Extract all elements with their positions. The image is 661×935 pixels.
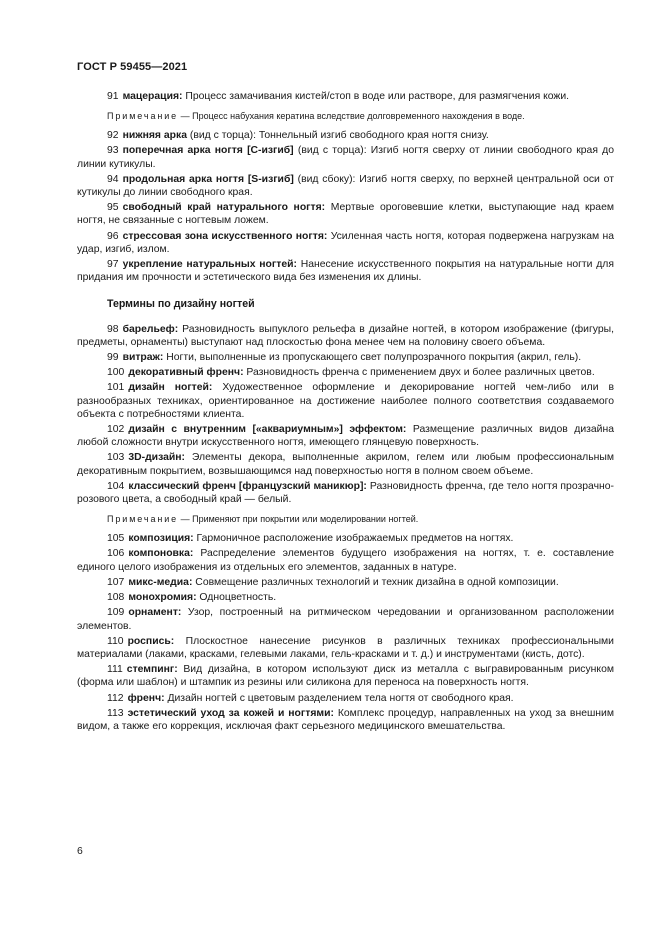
term-name: стемпинг:	[126, 664, 178, 676]
term-entry	[77, 129, 614, 142]
term-entry	[77, 173, 614, 199]
term-entry	[77, 201, 614, 227]
term-entry	[77, 692, 614, 705]
term-number: 113	[107, 707, 124, 719]
term-entry	[77, 366, 614, 379]
term-number: 94	[107, 173, 119, 185]
term-number: 111	[107, 664, 123, 676]
entries-group-d	[77, 532, 614, 733]
note-1	[77, 110, 614, 122]
term-definition: Нанесение искусственного покрытия на натуральные ногти для придания им прочности и эстетического вида без изменения их длины.	[77, 259, 614, 284]
term-name: эстетический уход за кожей и ногтями:	[127, 707, 334, 719]
term-name: мацерация:	[122, 91, 183, 102]
term-number: 106	[107, 548, 125, 560]
term-definition: Разновидность френча с применением двух и более различных цветов.	[243, 367, 595, 379]
term-name: композиция:	[128, 533, 194, 545]
term-number: 102	[107, 424, 125, 436]
term-name: декоративный френч:	[128, 367, 244, 379]
term-entry	[77, 576, 614, 589]
page-number: 6	[77, 846, 83, 857]
note-text: — Применяют при покрытии или моделировании ногтей.	[178, 514, 419, 525]
note-label: Примечание	[107, 514, 179, 525]
term-entry	[77, 423, 614, 449]
term-entry	[77, 451, 614, 477]
term-name: нижняя арка	[122, 130, 187, 142]
term-number: 93	[107, 145, 119, 157]
term-definition: Комплекс процедур, направленных на уход за внешним видом, а также его коррекция, исключая факт серьезного медицинского вмешательства.	[77, 707, 614, 732]
term-number: 95	[107, 202, 119, 214]
term-entry	[77, 663, 614, 689]
term-definition: Вид дизайна, в котором используют диск из металла с выгравированным рисунком (форма или шаблон) и штампик из резины или силикона для переноса на поверхность ногтя.	[77, 664, 614, 689]
term-number: 101	[107, 382, 125, 394]
term-definition: Распределение элементов будущего изображения на ногтях, т. е. составление единого целого изображения из отдельных его элементов, заданных в натуре.	[77, 548, 614, 573]
term-entry	[77, 606, 614, 632]
term-entry	[77, 480, 614, 506]
term-name: классический френч [французский маникюр]:	[128, 480, 367, 492]
term-definition: (вид сбоку): Изгиб ногтя сверху, по верхней центральной оси от кутикулы до линии свободного края.	[77, 173, 614, 199]
term-number: 109	[107, 607, 125, 619]
term-name: орнамент:	[128, 607, 182, 619]
term-definition: Процесс замачивания кистей/стоп в воде или растворе, для размягчения кожи.	[182, 91, 570, 102]
term-definition: Плоскостное нанесение рисунков в различных техниках профессиональными материалами (лаками, красками, гелевыми лаками, гель-красками и т. д.) и инструментами (кисть, дотс).	[77, 635, 614, 660]
term-definition: Разновидность выпуклого рельефа в дизайне ногтей, в котором изображение (фигуры, предметы, орнаменты) выступают над плоскостью фона менее чем на половину своего объема.	[77, 323, 614, 348]
term-name: свободный край натурального ногтя:	[122, 202, 326, 214]
term-number: 99	[107, 352, 119, 364]
term-name: 3D-дизайн:	[128, 452, 185, 464]
term-number: 108	[107, 592, 125, 604]
term-number: 97	[107, 259, 119, 271]
document-header: ГОСТ Р 59455—2021	[77, 61, 188, 73]
term-number: 98	[107, 323, 119, 335]
term-name: продольная арка ногтя [S-изгиб]	[122, 173, 294, 185]
term-entry	[77, 532, 614, 545]
term-name: микс-медиа:	[128, 576, 193, 588]
term-entry	[77, 547, 614, 573]
term-name: укрепление натуральных ногтей:	[122, 259, 297, 271]
entries-group-a	[77, 90, 614, 103]
section-heading: Термины по дизайну ногтей	[107, 298, 255, 311]
term-number: 100	[107, 367, 125, 379]
note-text: — Процесс набухания кератина вследствие долговременного нахождения в воде.	[178, 111, 525, 122]
term-number: 91	[107, 91, 119, 102]
term-definition: Мертвые ороговевшие клетки, выступающие над краем ногтя, не связанные с ногтевым ложем.	[77, 202, 614, 227]
term-name: компоновка:	[128, 548, 194, 560]
term-definition: Ногти, выполненные из пропускающего свет полупрозрачного покрытия (акрил, гель).	[163, 352, 582, 364]
term-definition: (вид с торца): Изгиб ногтя сверху от линии свободного края до линии кутикулы.	[77, 145, 614, 170]
term-number: 96	[107, 230, 119, 242]
note-2	[77, 513, 614, 525]
term-entry	[77, 323, 614, 349]
term-entry	[77, 707, 614, 733]
term-entry	[77, 144, 614, 170]
term-definition: Усиленная часть ногтя, которая подвержена нагрузкам на удар, изгиб, излом.	[77, 230, 614, 255]
term-definition: Совмещение различных технологий и техник дизайна в одной композиции.	[192, 576, 559, 588]
term-name: френч:	[127, 692, 165, 704]
term-entry	[77, 635, 614, 661]
term-definition: Художественное оформление и декорирование ногтей чем-либо или в разнообразных техниках, ориентированное на достижение наиболее полного соответствия создаваемого объекта с потребностями клиента.	[77, 382, 614, 420]
term-entry	[77, 258, 614, 284]
term-entry	[77, 381, 614, 421]
entries-group-c	[77, 323, 614, 507]
term-name: барельеф:	[122, 323, 179, 335]
term-definition: (вид с торца): Тоннельный изгиб свободного края ногтя снизу.	[187, 130, 489, 142]
term-entry	[77, 90, 614, 103]
term-number: 92	[107, 130, 119, 142]
note-label: Примечание	[107, 111, 179, 122]
term-entry	[77, 230, 614, 256]
term-name: витраж:	[122, 352, 164, 364]
term-name: стрессовая зона искусственного ногтя:	[122, 230, 328, 242]
term-number: 107	[107, 576, 125, 588]
term-number: 105	[107, 533, 125, 545]
term-name: поперечная арка ногтя [С-изгиб]	[122, 145, 294, 157]
term-name: роспись:	[127, 635, 175, 647]
term-definition: Размещение различных видов дизайна любой сложности внутри искусственного ногтя, имеющего глянцевую поверхность.	[77, 424, 614, 449]
term-definition: Разновидность френча, где тело ногтя прозрачно-розового цвета, а свободный край — белый.	[77, 480, 614, 506]
term-name: монохромия:	[128, 592, 197, 604]
term-name: дизайн ногтей:	[128, 382, 213, 394]
term-entry	[77, 591, 614, 604]
document-body	[77, 90, 614, 735]
term-name: дизайн с внутренним [«аквариумным»] эффектом:	[128, 424, 407, 436]
term-definition: Одноцветность.	[196, 592, 277, 604]
term-number: 103	[107, 452, 125, 464]
term-entry	[77, 351, 614, 364]
term-definition: Дизайн ногтей с цветовым разделением тела ногтя от свободного края.	[164, 692, 514, 704]
term-definition: Узор, построенный на ритмическом чередовании и организованном расположении элементов.	[77, 607, 614, 632]
term-number: 110	[107, 635, 124, 647]
entries-group-b	[77, 129, 614, 284]
term-definition: Элементы декора, выполненные акрилом, гелем или любым профессиональным декоративным покрытием, возвышающимся над поверхностью ногтя в полном своем объеме.	[77, 452, 614, 477]
term-number: 112	[107, 692, 124, 704]
term-definition: Гармоничное расположение изображаемых предметов на ногтях.	[193, 533, 514, 545]
term-number: 104	[107, 480, 125, 492]
